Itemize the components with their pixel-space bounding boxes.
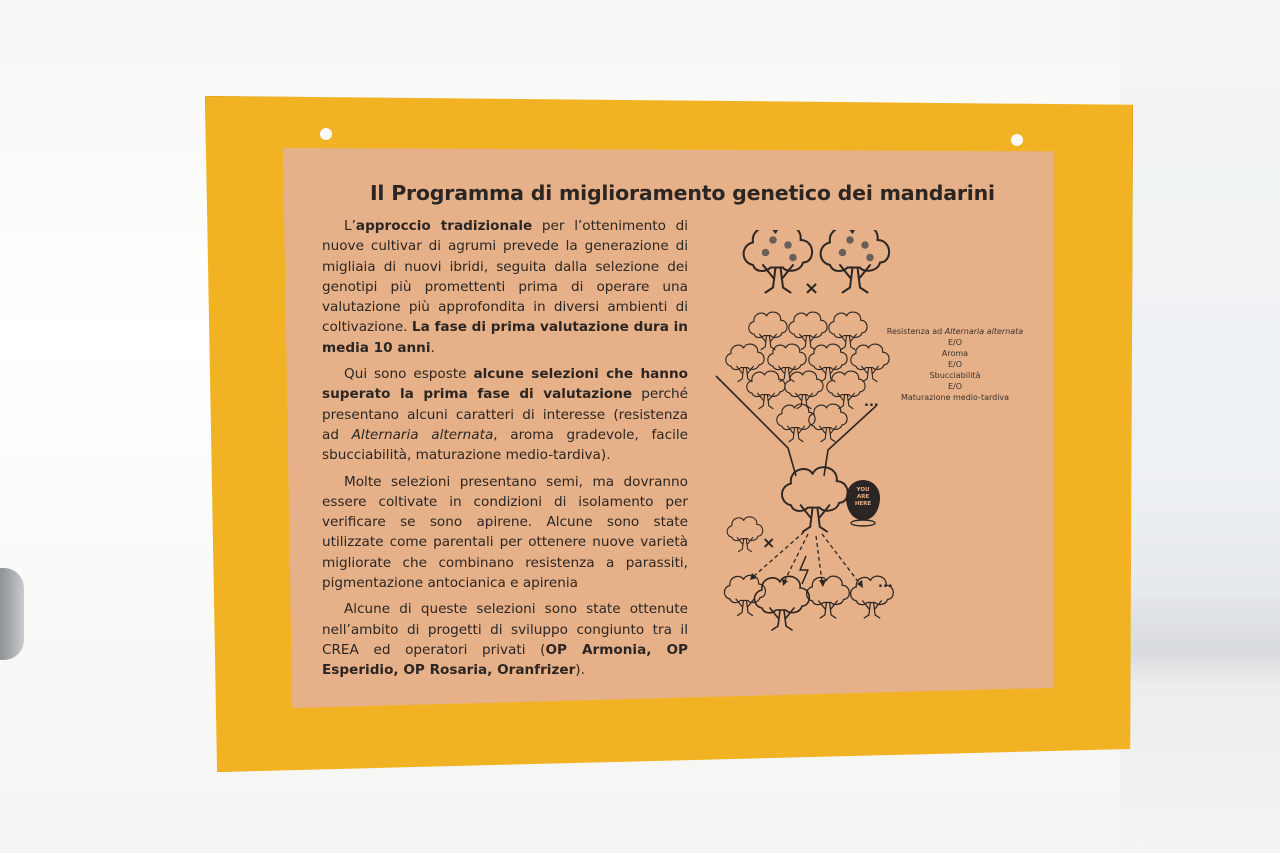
offspring-trees: [724, 575, 893, 630]
selection-criteria: Resistenza ad Alternaria alternata E/O Aroma E/O Sbucciabilità E/O Maturazione medio-tardiva: [886, 327, 1024, 402]
seedling-population: [726, 312, 889, 442]
lightning-icon: [800, 556, 808, 584]
paragraph-4: Alcune di queste selezioni sono state ottenute nell’ambito di progetti di sviluppo congiunto tra il CREA ed operatori privati (OP Armonia, OP Esperidio, OP Rosaria, Oranfrizer).: [322, 601, 688, 679]
svg-text:YOU: YOU: [856, 487, 870, 493]
background-metal-knob: [0, 568, 24, 660]
poster-body: [322, 216, 688, 687]
selection-funnel: [716, 376, 876, 476]
paragraph-2: Qui sono esposte alcune selezioni che hanno superato la prima fase di valutazione perché presentano alcuni caratteri di interesse (resistenza ad Alternaria alternata, aroma gradevole, facile sbucciabilità, maturazione medio-tardiva).: [322, 366, 689, 464]
selected-tree: [782, 467, 848, 531]
background-window: [1120, 0, 1280, 853]
svg-text:HERE: HERE: [854, 501, 872, 507]
poster-title: Il Programma di miglioramento genetico dei mandarini: [370, 181, 995, 205]
paragraph-1: L’approccio tradizionale per l’ottenimento di nuove cultivar di agrumi prevede la generazione di migliaia di nuovi ibridi, seguita dalla selezione dei genotipi più promettenti prima di operare una valutazione più approfondita in diversi ambienti di coltivazione. La fase di prima valutazione dura in media 10 anni.: [322, 218, 688, 356]
parent-tree-left: [744, 230, 812, 293]
you-are-here-pin: [846, 480, 880, 526]
cross-symbol-bottom: ×: [762, 533, 776, 552]
background-window-sill: [1130, 598, 1280, 688]
paragraph-3: Molte selezioni presentano semi, ma dovranno essere coltivate in condizioni di isolamento per verificare se sono apirene. Alcune sono state utilizzate come parentali per ottenere nuove varietà migliorate che combinano resistenza a parassiti, pigmentazione antocianica e apirenia: [322, 473, 688, 592]
cross-partner-tree: [727, 517, 763, 552]
breeding-diagram: [700, 230, 1040, 650]
parent-tree-right: [821, 230, 889, 293]
hanging-hole-left: [320, 128, 332, 140]
ellipsis-seedlings: ...: [864, 395, 879, 410]
svg-text:ARE: ARE: [856, 494, 870, 500]
hanging-hole-right: [1011, 134, 1023, 146]
cross-symbol-top: ×: [804, 278, 820, 299]
ellipsis-offspring: ...: [878, 576, 893, 591]
